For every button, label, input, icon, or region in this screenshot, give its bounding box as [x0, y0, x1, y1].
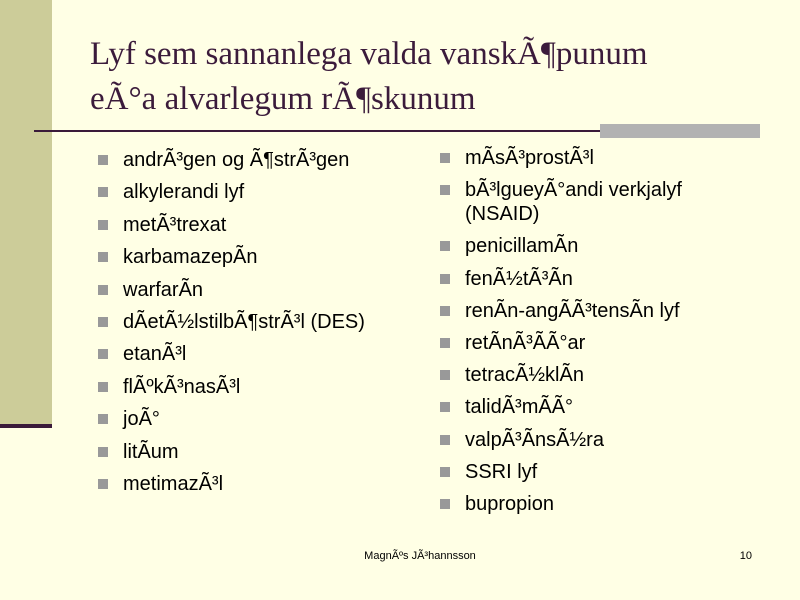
- list-item: [98, 148, 398, 172]
- list-item-text: karbamazepÃn: [123, 246, 258, 269]
- footer-author: MagnÃºs JÃ³hannsson: [364, 550, 476, 562]
- left-bullet-list: [98, 148, 398, 504]
- list-item-text: warfarÃn: [123, 278, 204, 301]
- list-item-text: bupropion: [465, 492, 554, 515]
- list-item-text: etanÃ³l: [123, 343, 187, 366]
- list-item: [98, 375, 398, 399]
- list-item: [440, 178, 750, 226]
- list-item-text: mÃsÃ³prostÃ³l: [465, 147, 594, 169]
- square-bullet-icon: [440, 274, 450, 284]
- decorative-side-bar: [0, 0, 52, 426]
- list-item: [440, 363, 750, 387]
- square-bullet-icon: [98, 317, 108, 327]
- list-item: [440, 146, 750, 170]
- list-item-text: dÃetÃ½lstilbÃ¶strÃ³l (DES): [123, 310, 365, 333]
- slide-title-line-1: Lyf sem sannanlega valda vanskÃ¶punum: [90, 36, 648, 72]
- list-item: [98, 407, 398, 431]
- list-item-text: flÃºkÃ³nasÃ³l: [123, 375, 241, 398]
- square-bullet-icon: [440, 241, 450, 251]
- square-bullet-icon: [98, 349, 108, 359]
- list-item: [98, 213, 398, 237]
- list-item-text: penicillamÃn: [465, 235, 579, 258]
- list-item: [98, 440, 398, 464]
- square-bullet-icon: [98, 252, 108, 262]
- list-item-text: SSRI lyf: [465, 460, 538, 483]
- list-item-text: valpÃ³ÃnsÃ½ra: [465, 428, 604, 451]
- square-bullet-icon: [98, 187, 108, 197]
- list-item: [440, 299, 750, 323]
- list-item: [440, 267, 750, 291]
- list-item: [98, 472, 398, 496]
- list-item-text: litÃum: [123, 440, 179, 463]
- square-bullet-icon: [98, 479, 108, 489]
- square-bullet-icon: [440, 306, 450, 316]
- list-item: [440, 234, 750, 258]
- list-item: [440, 428, 750, 452]
- list-item: [98, 180, 398, 204]
- square-bullet-icon: [440, 499, 450, 509]
- decorative-gray-block: [600, 124, 760, 138]
- list-item: [440, 331, 750, 355]
- square-bullet-icon: [98, 382, 108, 392]
- square-bullet-icon: [98, 220, 108, 230]
- square-bullet-icon: [98, 414, 108, 424]
- list-item: [98, 310, 398, 334]
- list-item-text: talidÃ³mÃÃ°: [465, 396, 574, 419]
- list-item-text: bÃ³lgueyÃ°andi verkjalyf (NSAID): [465, 179, 682, 226]
- square-bullet-icon: [440, 402, 450, 412]
- list-item-text: metimazÃ³l: [123, 472, 224, 495]
- list-item-text: alkylerandi lyf: [123, 181, 245, 204]
- list-item: [440, 460, 750, 484]
- list-item-text: renÃn-angÃÃ³tensÃn lyf: [465, 299, 680, 322]
- decorative-side-rule: [0, 424, 52, 428]
- list-item-text: fenÃ½tÃ³Ãn: [465, 267, 573, 290]
- list-item: [440, 395, 750, 419]
- square-bullet-icon: [440, 435, 450, 445]
- square-bullet-icon: [440, 338, 450, 348]
- page-number: 10: [739, 550, 752, 562]
- square-bullet-icon: [440, 370, 450, 380]
- list-item: [98, 342, 398, 366]
- square-bullet-icon: [98, 285, 108, 295]
- slide-title: [90, 32, 770, 122]
- square-bullet-icon: [98, 155, 108, 165]
- list-item: [98, 278, 398, 302]
- list-item: [440, 492, 750, 516]
- list-item: [98, 245, 398, 269]
- list-item-text: retÃnÃ³ÃÃ°ar: [465, 331, 586, 354]
- slide-title-line-2: eÃ°a alvarlegum rÃ¶skunum: [90, 81, 476, 117]
- list-item-text: tetracÃ½klÃn: [465, 364, 584, 387]
- right-bullet-list: [440, 146, 750, 524]
- square-bullet-icon: [98, 447, 108, 457]
- list-item-text: joÃ°: [123, 408, 160, 431]
- square-bullet-icon: [440, 153, 450, 163]
- list-item-text: andrÃ³gen og Ã¶strÃ³gen: [123, 149, 350, 171]
- square-bullet-icon: [440, 185, 450, 195]
- square-bullet-icon: [440, 467, 450, 477]
- list-item-text: metÃ³trexat: [123, 213, 227, 236]
